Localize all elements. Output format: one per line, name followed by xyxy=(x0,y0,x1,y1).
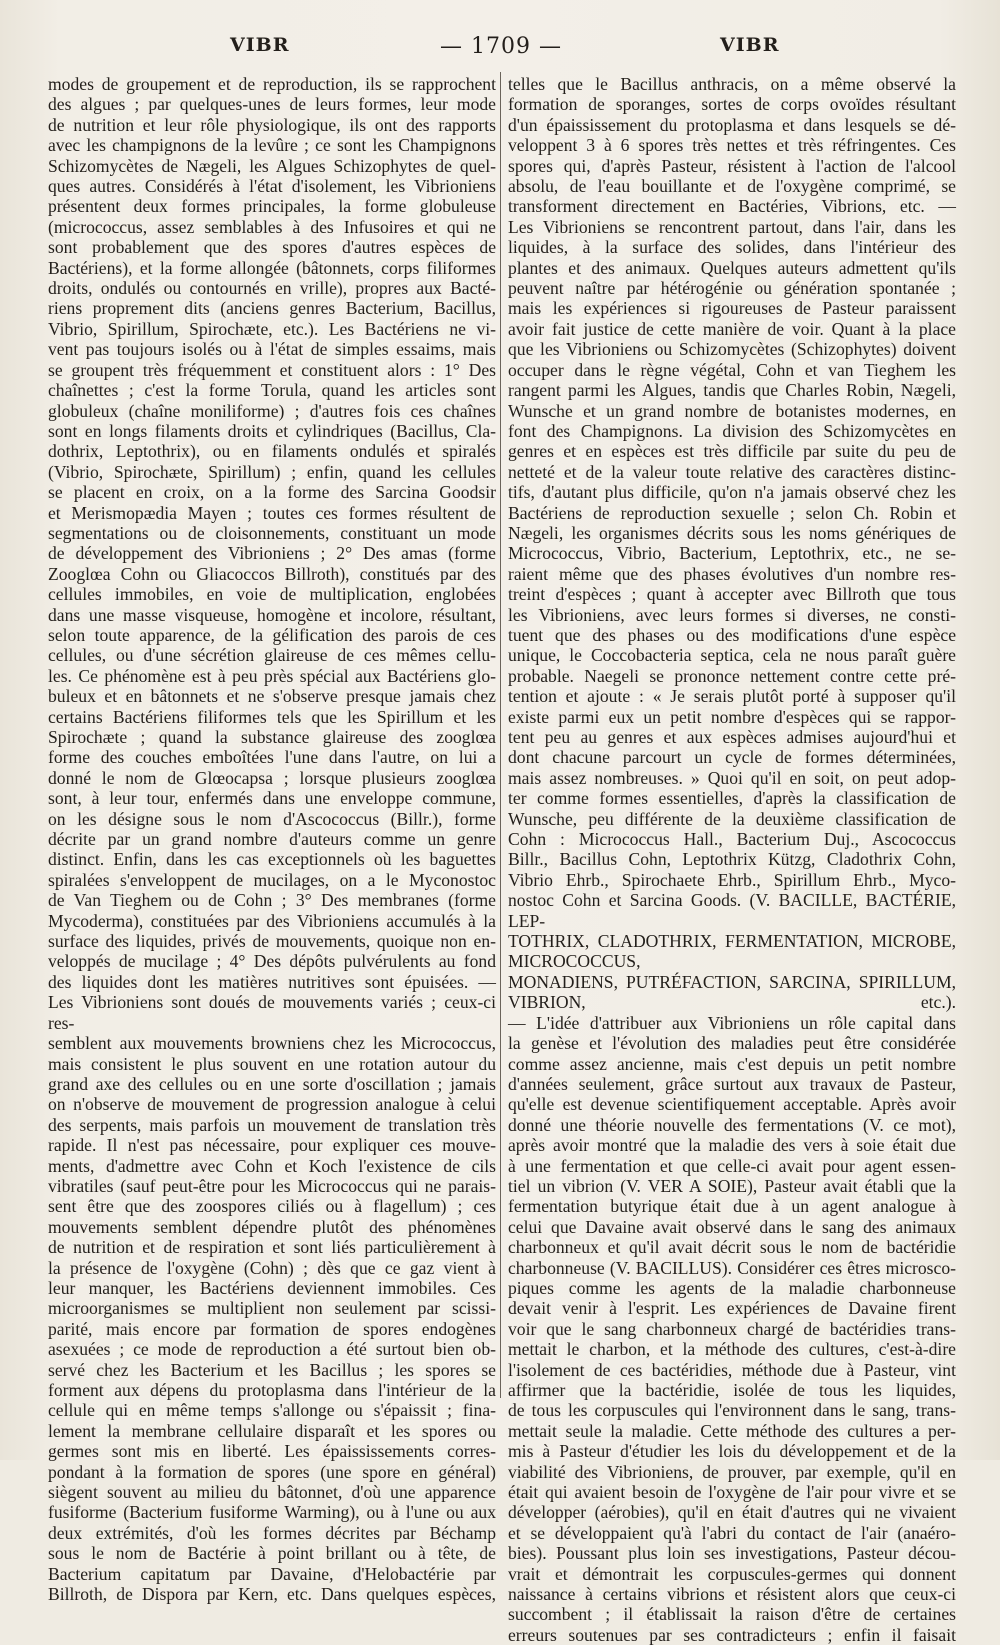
running-header xyxy=(40,34,964,66)
text-line: à une fermentation et que celle-ci avait pour agent essen- xyxy=(508,1155,956,1176)
text-line: tuent que des phases ou des modifications d'une espèce xyxy=(508,624,956,645)
text-line: après avoir montré que la maladie des vers à soie était due xyxy=(508,1135,956,1156)
text-line: mais consistent le plus souvent en une rotation autour du xyxy=(48,1053,496,1074)
text-line: plantes et des animaux. Quelques auteurs admettent qu'ils xyxy=(508,257,956,278)
text-line: (Vibrio, Spirochæte, Spirillum) ; enfin, quand les cellules xyxy=(48,461,496,482)
text-line: pondant à la formation de spores (une spore en général) xyxy=(48,1461,496,1482)
text-line: mais assez nombreuses. » Quoi qu'il en soit, on peut adop- xyxy=(508,767,956,788)
text-line: riens proprement dits (anciens genres Bacterium, Bacillus, xyxy=(48,298,496,319)
text-line: de tous les corpuscules qui l'environnent dans le sang, trans- xyxy=(508,1400,956,1421)
text-line: charbonneux et qu'il avait décrit sous le nom de bactéridie xyxy=(508,1237,956,1258)
text-line: cellule qui en même temps s'allonge ou s'épaissit ; fina- xyxy=(48,1400,496,1421)
text-line: peuvent naître par hétérogénie ou génération spontanée ; xyxy=(508,278,956,299)
text-line: mis à Pasteur d'étudier les lois du développement et de la xyxy=(508,1441,956,1462)
column-divider xyxy=(500,72,501,1398)
text-line: mouvements semblent dépendre plutôt des phénomènes xyxy=(48,1216,496,1237)
text-line: vent pas toujours isolés ou à l'état de simples essaims, mais xyxy=(48,339,496,360)
text-line: développer (aérobies), qu'il en était d'autres qui ne vivaient xyxy=(508,1502,956,1523)
text-line: Bactériens), et la forme allongée (bâtonnets, corps filiformes xyxy=(48,257,496,278)
text-line: sont en longs filaments droits et cylindriques (Bacillus, Cla- xyxy=(48,420,496,441)
text-line: spores qui, d'après Pasteur, résistent à l'action de l'alcool xyxy=(508,155,956,176)
text-line: siègent souvent au milieu du bâtonnet, d'où une apparence xyxy=(48,1482,496,1503)
text-line: occuper dans le règne végétal, Cohn et van Tieghem les xyxy=(508,359,956,380)
text-line: vrait et démontrait les corpuscules-germes qui donnent xyxy=(508,1563,956,1584)
text-line: ques autres. Considérés à l'état d'isolement, les Vibrioniens xyxy=(48,176,496,197)
text-line: Nægeli, les organismes décrits sous les noms génériques de xyxy=(508,522,956,543)
text-line: et se développaient qu'à l'abri du contact de l'air (anaéro- xyxy=(508,1522,956,1543)
text-line: que les Vibrioniens ou Schizomycètes (Schizophytes) doivent xyxy=(508,339,956,360)
text-line: mettait seule la maladie. Cette méthode des cultures a per- xyxy=(508,1420,956,1441)
text-line: des algues ; par quelques-unes de leurs formes, leur mode xyxy=(48,94,496,115)
header-left-word: VIBR xyxy=(230,34,290,56)
text-line: segmentations ou de cloisonnements, constituant un mode xyxy=(48,522,496,543)
text-line: erreurs soutenues par ses contradicteurs ; enfin il faisait xyxy=(508,1624,956,1645)
text-line: la genèse et l'évolution des maladies peut être considérée xyxy=(508,1033,956,1054)
text-line: des liquides dont les matières nutritives sont épuisées. — xyxy=(48,971,496,992)
text-line: affirmer que la bactéridie, isolée de tous les liquides, xyxy=(508,1380,956,1400)
text-line: rapide. Il n'est pas nécessaire, pour expliquer ces mouve- xyxy=(48,1135,496,1156)
text-line: avoir fait justice de cette manière de voir. Quant à la place xyxy=(508,318,956,339)
text-line: existe parmi eux un petit nombre d'espèces qui se rappor- xyxy=(508,706,956,727)
text-line: mais les expériences si rigoureuses de Pasteur paraissent xyxy=(508,298,956,319)
text-line: qu'elle est devenue scientifiquement acceptable. Après avoir xyxy=(508,1094,956,1115)
text-line: Spirochæte ; quand la substance glaireuse des zooglœa xyxy=(48,727,496,747)
text-line: d'un épaississement du protoplasma et dans lesquels se dé- xyxy=(508,114,956,135)
text-line: Les Vibrioniens se rencontrent partout, dans l'air, dans les xyxy=(508,216,956,237)
text-line: sont probablement que des spores d'autres espèces de xyxy=(48,237,496,258)
text-line: mettait le charbon, et la méthode des cultures, c'est-à-dire xyxy=(508,1339,956,1360)
text-line: celui que Davaine avait observé dans le sang des animaux xyxy=(508,1216,956,1237)
text-line: sous le nom de Bactérie à point brillant ou à tête, de xyxy=(48,1543,496,1564)
text-line: treint d'espèces ; quant à accepter avec Billroth que tous xyxy=(508,584,956,605)
page-number: — 1709 — xyxy=(440,34,562,59)
text-line: fermentation butyrique était due à un agent analogue à xyxy=(508,1196,956,1217)
text-line: distinct. Enfin, dans les cas exceptionnels où les baguettes xyxy=(48,849,496,870)
text-line: sent être que des zoospores ciliés ou à flagellum) ; ces xyxy=(48,1196,496,1217)
text-line: viabilité des Vibrioniens, de prouver, par exemple, qu'il en xyxy=(508,1461,956,1482)
text-line: buleux et en bâtonnets et ne s'observe presque jamais chez xyxy=(48,686,496,707)
text-line: font des Champignons. La division des Schizomycètes en xyxy=(508,420,956,441)
text-line: Bacterium capitatum par Davaine, d'Helobactérie par xyxy=(48,1563,496,1584)
text-line: probable. Naegeli se prononce nettement contre cette pré- xyxy=(508,665,956,686)
text-line: modes de groupement et de reproduction, ils se rapprochent xyxy=(48,74,496,94)
text-line: — L'idée d'attribuer aux Vibrioniens un rôle capital dans xyxy=(508,1012,956,1033)
text-line: dont chacune parcourt un cycle de formes déterminées, xyxy=(508,747,956,768)
text-line: cellules, ou d'une sécrétion glaireuse de ces mêmes cellu- xyxy=(48,645,496,666)
text-line: ter comme formes essentielles, d'après la classification de xyxy=(508,788,956,809)
text-line: TOTHRIX, CLADOTHRIX, FERMENTATION, MICROBE, MICROCOCCUS, xyxy=(508,931,956,972)
text-line: (micrococcus, assez semblables à des Infusoires et qui ne xyxy=(48,216,496,237)
text-line: charbonneuse (V. BACILLUS). Considérer ces êtres microsco- xyxy=(508,1257,956,1278)
text-line: Bactériens de reproduction sexuelle ; selon Ch. Robin et xyxy=(508,502,956,523)
text-line: vibratiles (sauf peut-être pour les Micrococcus qui ne parais- xyxy=(48,1175,496,1196)
text-line: dans une masse visqueuse, homogène et incolore, résultant, xyxy=(48,604,496,625)
text-line: de nutrition et de respiration et sont liés particulièrement à xyxy=(48,1237,496,1258)
text-line: tent peu au genres et aux espèces admises aujourd'hui et xyxy=(508,727,956,747)
text-line: dothrix, Leptothrix), ou en filaments ondulés et spiralés xyxy=(48,441,496,462)
text-line: Zooglœa Cohn ou Gliacoccos Billroth), constitués par des xyxy=(48,563,496,584)
text-line: semblent aux mouvements browniens chez les Micrococcus, xyxy=(48,1033,496,1054)
text-line: succombent ; il établissait la raison d'être de certaines xyxy=(508,1604,956,1625)
text-line: Cohn : Micrococcus Hall., Bacterium Duj., Ascococcus xyxy=(508,829,956,850)
text-line: Billr., Bacillus Cohn, Leptothrix Kützg, Cladothrix Cohn, xyxy=(508,849,956,870)
left-text-column xyxy=(48,74,496,1605)
text-line: présentent deux formes principales, la forme globuleuse xyxy=(48,196,496,217)
text-line: tiel un vibrion (V. VER A SOIE), Pasteur avait établi que la xyxy=(508,1175,956,1196)
text-line: Wunsche, peu différente de la deuxième classification de xyxy=(508,808,956,829)
text-line: certains Bactériens filiformes tels que les Spirillum et les xyxy=(48,706,496,727)
text-line: se placent en croix, on a la forme des Sarcina Goodsir xyxy=(48,482,496,503)
text-line: grand axe des cellules ou en une sorte d'oscillation ; jamais xyxy=(48,1073,496,1094)
text-line: voir que le sang charbonneux chargé de bactéridies trans- xyxy=(508,1318,956,1339)
text-line: décrite par un grand nombre d'auteurs comme un genre xyxy=(48,829,496,850)
text-line: forment aux dépens du protoplasma dans l'intérieur de la xyxy=(48,1380,496,1400)
text-line: selon toute apparence, de la gélification des parois de ces xyxy=(48,624,496,645)
text-line: leur manquer, les Bactériens deviennent immobiles. Ces xyxy=(48,1277,496,1298)
text-line: était qui avaient besoin de l'oxygène de l'air pour vivre et se xyxy=(508,1482,956,1503)
text-line: devait venir à l'esprit. Les expériences de Davaine firent xyxy=(508,1298,956,1319)
text-line: germes sont mis en liberté. Les épaississements corres- xyxy=(48,1441,496,1462)
text-line: absolu, de l'eau bouillante et de l'oxygène comprimé, se xyxy=(508,176,956,197)
text-line: MONADIENS, PUTRÉFACTION, SARCINA, SPIRILLUM, VIBRION, etc.). xyxy=(508,971,956,1013)
text-line: veloppés de mucilage ; 4° Des dépôts pulvérulents au fond xyxy=(48,951,496,972)
text-line: Les Vibrioniens sont doués de mouvements variés ; ceux-ci res- xyxy=(48,992,496,1033)
text-line: rangent parmi les Algues, tandis que Charles Robin, Nægeli, xyxy=(508,380,956,401)
text-line: forme des couches emboîtées l'une dans l'autre, on lui a xyxy=(48,747,496,768)
text-line: Vibrio Ehrb., Spirochaete Ehrb., Spirillum Ehrb., Myco- xyxy=(508,869,956,890)
text-line: d'années seulement, grâce surtout aux travaux de Pasteur, xyxy=(508,1073,956,1094)
text-line: ments, d'admettre avec Cohn et Koch l'existence de cils xyxy=(48,1155,496,1176)
text-line: on les désigne sous le nom d'Ascococcus (Billr.), forme xyxy=(48,808,496,829)
text-line: nostoc Cohn et Sarcina Goods. (V. BACILLE, BACTÉRIE, LEP- xyxy=(508,890,956,931)
text-line: Billroth, de Dispora par Kern, etc. Dans quelques espèces, xyxy=(48,1584,496,1605)
text-line: veloppent 3 à 6 spores très nettes et très réfringentes. Ces xyxy=(508,135,956,156)
text-line: naissance à certains vibrions et résistent alors que ceux-ci xyxy=(508,1584,956,1605)
text-line: bies). Poussant plus loin ses investigations, Pasteur décou- xyxy=(508,1543,956,1564)
text-line: les Vibrioniens, avec leurs formes si diverses, ne consti- xyxy=(508,604,956,625)
text-line: netteté et de la valeur toute relative des caractères distinc- xyxy=(508,461,956,482)
text-line: liquides, à la surface des solides, dans l'intérieur des xyxy=(508,237,956,258)
text-line: comme assez ancienne, mais c'est depuis un petit nombre xyxy=(508,1053,956,1074)
text-line: de développement des Vibrioniens ; 2° Des amas (forme xyxy=(48,543,496,564)
text-line: asexuées ; ce mode de reproduction a été surtout bien ob- xyxy=(48,1339,496,1360)
text-line: Vibrio, Spirillum, Spirochæte, etc.). Les Bactériens ne vi- xyxy=(48,318,496,339)
text-line: chaînettes ; c'est la forme Torula, quand les articles sont xyxy=(48,380,496,401)
text-line: de Van Tieghem ou de Cohn ; 3° Des membranes (forme xyxy=(48,890,496,911)
text-line: et Merismopædia Mayen ; toutes ces formes résultent de xyxy=(48,502,496,523)
text-line: spiralées s'enveloppent de mucilages, on a le Myconostoc xyxy=(48,869,496,890)
text-line: on n'observe de mouvement de progression analogue à celui xyxy=(48,1094,496,1115)
text-line: telles que le Bacillus anthracis, on a même observé la xyxy=(508,74,956,94)
text-line: donné le nom de Glœocapsa ; lorsque plusieurs zooglœa xyxy=(48,767,496,788)
text-line: Micrococcus, Vibrio, Bacterium, Leptothrix, etc., ne se- xyxy=(508,543,956,564)
header-right-word: VIBR xyxy=(720,34,780,56)
text-line: la présence de l'oxygène (Cohn) ; dès que ce gaz vient à xyxy=(48,1257,496,1278)
text-line: tifs, d'autant plus difficile, qu'on n'a jamais observé chez les xyxy=(508,482,956,503)
text-line: sont, à leur tour, enfermés dans une enveloppe commune, xyxy=(48,788,496,809)
text-line: fusiforme (Bacterium fusiforme Warming), ou à l'une ou aux xyxy=(48,1502,496,1523)
text-line: droits, ondulés ou contournés en vrille), propres aux Bacté- xyxy=(48,278,496,299)
text-line: tention et ajoute : « Je serais plutôt porté à supposer qu'il xyxy=(508,686,956,707)
text-line: donné une théorie nouvelle des fermentations (V. ce mot), xyxy=(508,1114,956,1135)
text-line: avec les champignons de la levûre ; ce sont les Champignons xyxy=(48,135,496,156)
text-line: de nutrition et leur rôle physiologique, ils ont des rapports xyxy=(48,114,496,135)
text-line: des serpents, mais parfois un mouvement de translation très xyxy=(48,1114,496,1135)
text-line: deux extrémités, d'où les formes décrites par Béchamp xyxy=(48,1522,496,1543)
text-line: les. Ce phénomène est à peu près spécial aux Bactériens glo- xyxy=(48,665,496,686)
text-line: servé chez les Bacterium et les Bacillus ; les spores se xyxy=(48,1359,496,1380)
text-line: lement la membrane cellulaire disparaît et les spores ou xyxy=(48,1420,496,1441)
text-line: parité, mais encore par formation de spores endogènes xyxy=(48,1318,496,1339)
text-line: microorganismes se multiplient non seulement par scissi- xyxy=(48,1298,496,1319)
text-line: piques comme les agents de la maladie charbonneuse xyxy=(508,1277,956,1298)
text-line: cellules immobiles, en voie de multiplication, englobées xyxy=(48,584,496,605)
text-line: formation de sporanges, sortes de corps ovoïdes résultant xyxy=(508,94,956,115)
text-line: l'isolement de ces bactéridies, méthode due à Pasteur, vint xyxy=(508,1359,956,1380)
text-line: Schizomycètes de Nægeli, les Algues Schizophytes de quel- xyxy=(48,155,496,176)
text-line: Mycoderma), constituées par des Vibrioniens accumulés à la xyxy=(48,910,496,931)
text-line: Wunsche et un grand nombre de botanistes modernes, en xyxy=(508,400,956,421)
text-line: se groupent très fréquemment et constituent alors : 1° Des xyxy=(48,359,496,380)
text-line: unique, le Coccobacteria septica, cela ne nous paraît guère xyxy=(508,645,956,666)
text-line: globuleux (chaîne moniliforme) ; d'autres fois ces chaînes xyxy=(48,400,496,421)
text-line: raient même que des phases évolutives d'un nombre res- xyxy=(508,563,956,584)
right-text-column xyxy=(508,74,956,1645)
text-line: genres et en espèces est très difficile par suite du peu de xyxy=(508,441,956,462)
text-line: transforment directement en Bactéries, Vibrions, etc. — xyxy=(508,196,956,217)
text-line: surface des liquides, privés de mouvements, quoique non en- xyxy=(48,931,496,952)
